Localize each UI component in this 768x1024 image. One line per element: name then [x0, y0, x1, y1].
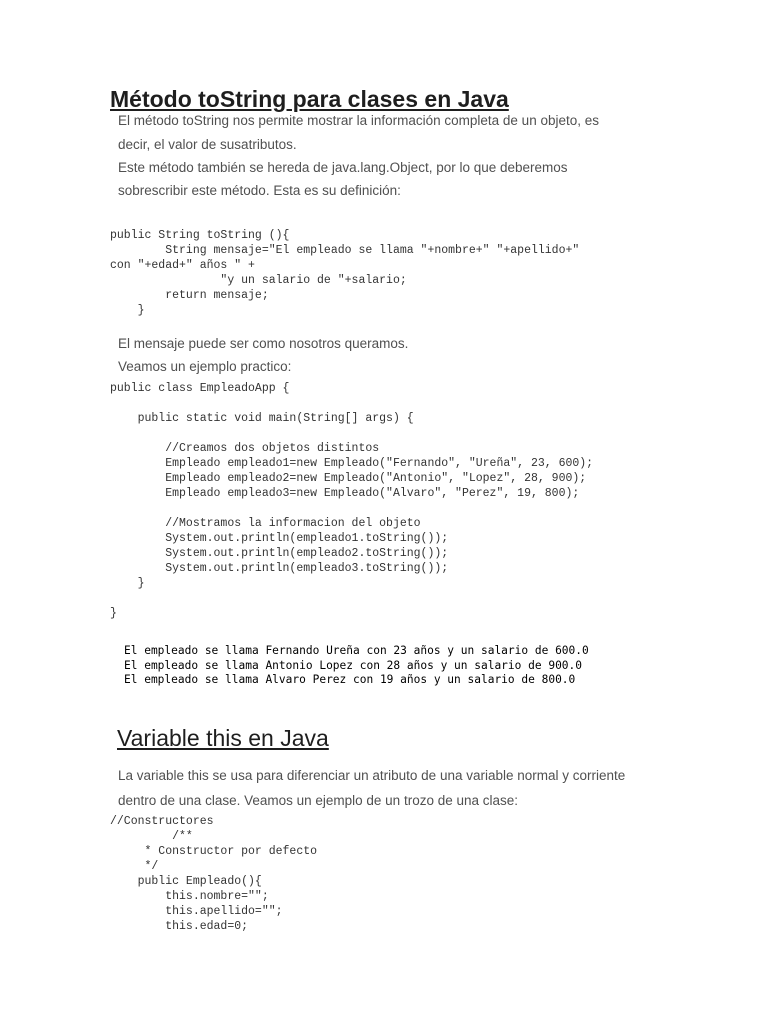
- code-block-tostring-definition: public String toString (){ String mensaje="El empleado se llama "+nombre+" "+apellido+" con "+edad+" años " + "y un salario de "+salario; return mensaje; }: [110, 229, 580, 317]
- console-output: El empleado se llama Fernando Ureña con 23 años y un salario de 600.0 El empleado se llama Antonio Lopez con 28 años y un salario de 900.0 El empleado se llama Alvaro Perez con 19 años y un salario de 800.0: [124, 644, 589, 686]
- paragraph-intro-line1: El método toString nos permite mostrar la información completa de un objeto, es: [118, 113, 599, 128]
- paragraph-example-intro: Veamos un ejemplo practico:: [118, 359, 292, 374]
- paragraph-intro-line2: decir, el valor de susatributos.: [118, 137, 297, 152]
- paragraph-this-line2: dentro de una clase. Veamos un ejemplo de un trozo de una clase:: [118, 793, 519, 808]
- code-block-constructor: //Constructores /** * Constructor por defecto */ public Empleado(){ this.nombre=""; this.apellido=""; this.edad=0;: [110, 815, 318, 933]
- paragraph-message: El mensaje puede ser como nosotros queramos.: [118, 336, 409, 351]
- section-title-this: Variable this en Java: [117, 725, 329, 751]
- paragraph-inheritance-line2: sobrescribir este método. Esta es su definición:: [118, 183, 401, 198]
- code-block-empleado-app: public class EmpleadoApp { public static void main(String[] args) { //Creamos dos objetos distintos Empleado empleado1=new Empleado("Fernando", "Ureña", 23, 600); Empleado empleado2=new Empleado("Antonio", "Lopez", 28, 900); Empleado empleado3=new Empleado("Alvaro", "Perez", 19, 800); //Mostramos la informacion del objeto System.out.println(empleado1.toString()); System.out.println(empleado2.toString()); System.out.println(empleado3.toString()); } }: [110, 382, 594, 620]
- section-title-tostring: Método toString para clases en Java: [110, 86, 509, 112]
- paragraph-this-line1: La variable this se usa para diferenciar un atributo de una variable normal y corriente: [118, 768, 626, 783]
- paragraph-inheritance-line1: Este método también se hereda de java.lang.Object, por lo que deberemos: [118, 160, 568, 175]
